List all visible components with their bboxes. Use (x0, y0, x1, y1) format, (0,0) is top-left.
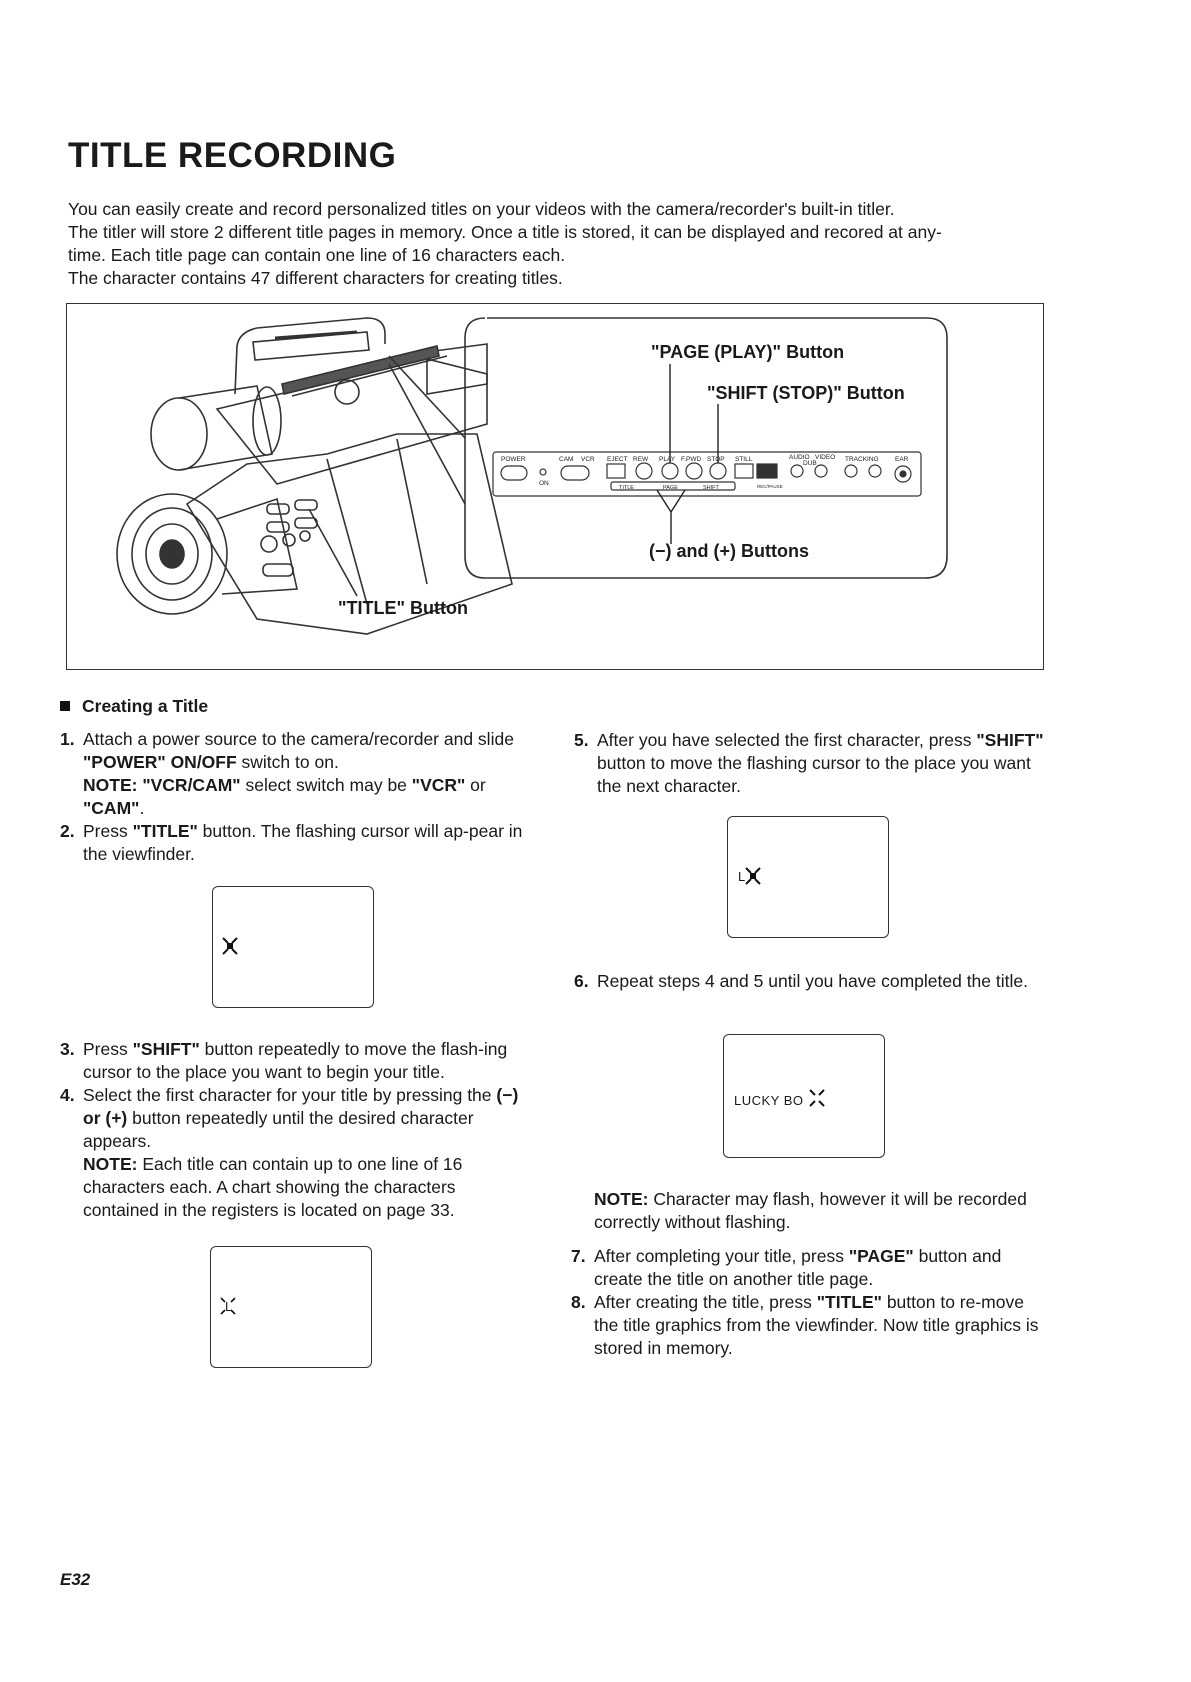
note-text: or (465, 775, 486, 795)
note-emphasis: "VCR/CAM" (142, 775, 241, 795)
camcorder-illustration (67, 304, 1045, 671)
step-text: After creating the title, press (594, 1292, 817, 1312)
viewfinder-step-2 (212, 886, 374, 1008)
step-emphasis: "PAGE" (848, 1246, 914, 1266)
step-text: After you have selected the first character, press (597, 730, 977, 750)
step-emphasis: "TITLE" (816, 1292, 882, 1312)
shift-stop-button-label: "SHIFT (STOP)" Button (707, 383, 905, 403)
panel-label-audio: AUDIO (789, 454, 810, 461)
title-button-label: "TITLE" Button (338, 598, 469, 618)
step-number: 3. (60, 1039, 75, 1059)
note-text: Character may flash, however it will be recorded correctly without flashing. (594, 1189, 1027, 1232)
right-column-lower (571, 1245, 1044, 1360)
page-number: E32 (60, 1570, 91, 1589)
panel-label-video: VIDEO (815, 454, 836, 461)
note-title-length (83, 1153, 530, 1222)
right-column (574, 729, 1044, 798)
panel-label-play: PLAY (659, 456, 676, 463)
step-number: 7. (571, 1246, 586, 1266)
left-column (60, 728, 530, 866)
step-text: Attach a power source to the camera/recorder and slide (83, 729, 514, 749)
note-label: NOTE: (594, 1189, 649, 1209)
step-text: button repeatedly to move the flash-ing cursor to the place you want to begin your title. (83, 1039, 508, 1082)
panel-label-vcr: VCR (581, 456, 595, 463)
note-text: select switch may be (240, 775, 412, 795)
viewfinder-character: L (225, 1299, 233, 1314)
note-emphasis: "CAM" (83, 798, 140, 818)
panel-label-title: TITLE (619, 485, 634, 491)
note-flash (594, 1188, 1044, 1234)
step-emphasis: "SHIFT" (976, 730, 1044, 750)
intro-line-2: The titler will store 2 different title pages in memory. Once a title is stored, it can be displayed and recored at any- (68, 222, 942, 242)
panel-label-stop: STOP (707, 456, 725, 463)
step-text: button to re-move the title graphics from the viewfinder. Now title graphics is stored in memory. (594, 1292, 1039, 1358)
panel-label-ear: EAR (895, 456, 909, 463)
step-text: button. The flashing cursor will ap-pear in the viewfinder. (83, 821, 523, 864)
camera-figure (66, 303, 1044, 670)
step-number: 4. (60, 1085, 75, 1105)
note-text: Each title can contain up to one line of 16 characters each. A chart showing the characters contained in the registers is located on page 33. (83, 1154, 463, 1220)
step-emphasis: "SHIFT" (132, 1039, 200, 1059)
flashing-cursor-icon (742, 865, 764, 887)
intro-line-3: time. Each title page can contain one line of 16 characters each. (68, 245, 566, 265)
step-2 (60, 820, 530, 866)
panel-label-cam: CAM (559, 456, 574, 463)
viewfinder-character: L (738, 869, 746, 884)
panel-label-rew: REW (633, 456, 649, 463)
step-5 (574, 729, 1044, 798)
viewfinder-step-5 (727, 816, 889, 938)
step-text: Repeat steps 4 and 5 until you have completed the title. (597, 971, 1028, 991)
panel-label-rec-pause: REC/PAUSE (757, 484, 783, 489)
step-text: button to move the flashing cursor to the place you want the next character. (597, 753, 1031, 796)
step-number: 5. (574, 730, 589, 750)
step-text: Press (83, 1039, 133, 1059)
step-text: switch to on. (236, 752, 339, 772)
note-emphasis: "VCR" (411, 775, 466, 795)
step-text: After completing your title, press (594, 1246, 849, 1266)
panel-label-on: ON (539, 480, 549, 487)
step-number: 8. (571, 1292, 586, 1312)
step-number: 6. (574, 971, 589, 991)
note-vcr-cam (83, 774, 530, 820)
step-3 (60, 1038, 530, 1084)
intro-paragraph (68, 198, 1068, 290)
section-heading (60, 696, 208, 717)
panel-label-dub: DUB (803, 460, 817, 467)
panel-label-fpwd: F.PWD (681, 456, 702, 463)
minus-pointer-line (657, 490, 671, 544)
viewfinder-step-3 (210, 1246, 372, 1368)
step-4 (60, 1084, 530, 1222)
panel-label-eject: EJECT (607, 456, 628, 463)
intro-line-1: You can easily create and record personalized titles on your videos with the camera/recorder's built-in titler. (68, 199, 895, 219)
step-1 (60, 728, 530, 820)
note-text: . (139, 798, 145, 818)
panel-label-power: POWER (501, 456, 526, 463)
step-7 (571, 1245, 1044, 1291)
step-text: Press (83, 821, 133, 841)
viewfinder-title-text: LUCKY BO (734, 1093, 804, 1108)
right-column-step-6 (574, 970, 1044, 993)
panel-label-page: PAGE (663, 485, 678, 491)
section-heading-text: Creating a Title (82, 696, 209, 716)
step-emphasis: "TITLE" (132, 821, 198, 841)
intro-line-4: The character contains 47 different characters for creating titles. (68, 268, 563, 288)
step-8 (571, 1291, 1044, 1360)
step-number: 2. (60, 821, 75, 841)
panel-label-still: STILL (735, 456, 753, 463)
step-emphasis: "POWER" ON/OFF (83, 752, 237, 772)
square-bullet-icon (60, 701, 70, 711)
step-text: button repeatedly until the desired character appears. (83, 1108, 474, 1151)
note-flash-text (594, 1188, 1044, 1234)
lens-hood (151, 398, 207, 470)
note-label: NOTE: (83, 775, 138, 795)
page-title: TITLE RECORDING (68, 136, 397, 175)
left-column-lower (60, 1038, 530, 1222)
viewfinder-step-6 (723, 1034, 885, 1158)
flashing-cursor-icon (219, 935, 241, 957)
step-6 (574, 970, 1044, 993)
step-number: 1. (60, 729, 75, 749)
flashing-cursor-icon (806, 1087, 828, 1109)
step-text: Select the first character for your title by pressing the (83, 1085, 497, 1105)
note-label: NOTE: (83, 1154, 138, 1174)
step-text: button and create the title on another title page. (594, 1246, 1002, 1289)
panel-label-tracking: TRACKING (845, 456, 879, 463)
step-emphasis: (−) or (+) (83, 1085, 519, 1128)
minus-plus-buttons-label: (−) and (+) Buttons (649, 541, 809, 561)
panel-label-shift: SHIFT (703, 485, 719, 491)
page-play-button-label: "PAGE (PLAY)" Button (651, 342, 845, 362)
